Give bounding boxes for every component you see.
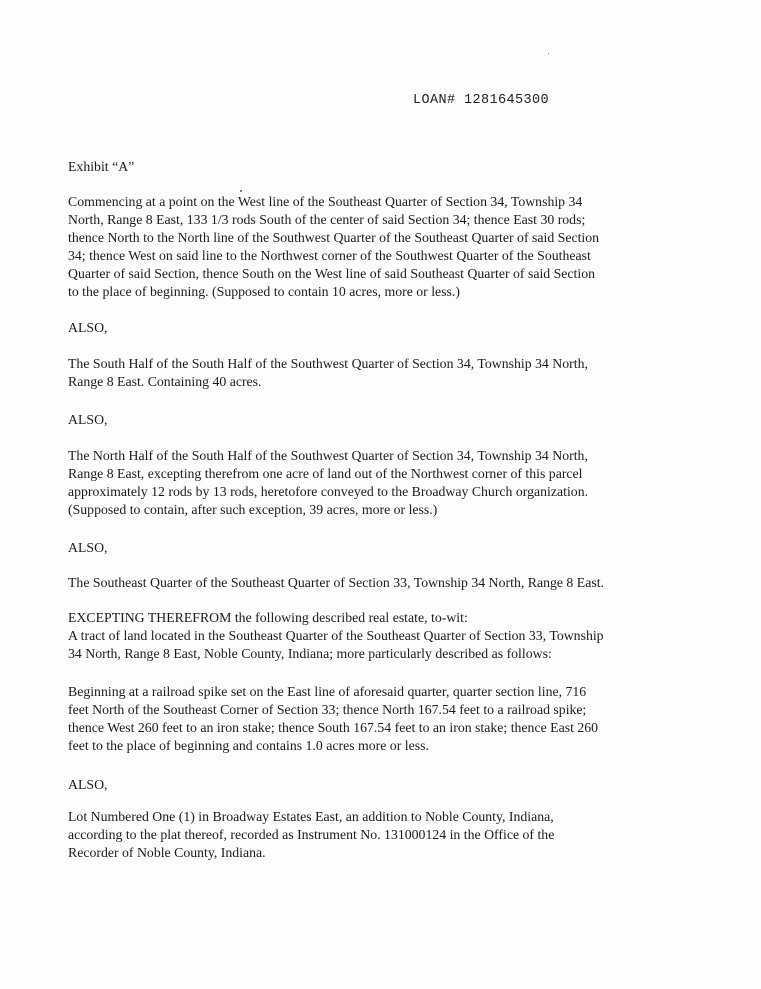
text-line: according to the plat thereof, recorded as Instrument No. 131000124 in the Office of the [68,827,555,842]
text-line: feet North of the Southeast Corner of Section 33; thence North 167.54 feet to a railroad spike; [68,702,587,717]
text-line: thence North to the North line of the Southwest Quarter of the Southeast Quarter of said Section [68,230,600,245]
paragraph-lot-numbered [68,808,708,862]
also-heading: ALSO, [68,412,108,427]
text-line: (Supposed to contain, after such exception, 39 acres, more or less.) [68,502,438,517]
text-line: Quarter of said Section, thence South on the West line of said Southeast Quarter of said Section [68,266,596,281]
text-line: approximately 12 rods by 13 rods, heretofore conveyed to the Broadway Church organization. [68,484,589,499]
paragraph-south-half [68,355,708,391]
paragraph-beginning [68,683,708,755]
paragraph-commencing [68,193,708,301]
text-line: Range 8 East. Containing 40 acres. [68,374,262,389]
text-line: North, Range 8 East, 133 1/3 rods South of the center of said Section 34; thence East 30 rods; [68,212,586,227]
text-line: The South Half of the South Half of the Southwest Quarter of Section 34, Township 34 North, [68,356,588,371]
also-heading: ALSO, [68,777,108,792]
text-line: thence West 260 feet to an iron stake; thence South 167.54 feet to an iron stake; thence East 260 [68,720,599,735]
text-line: Beginning at a railroad spike set on the East line of aforesaid quarter, quarter section line, 716 [68,684,587,699]
text-line: feet to the place of beginning and contains 1.0 acres more or less. [68,738,429,753]
text-line: EXCEPTING THEREFROM the following described real estate, to-wit: [68,610,468,625]
exhibit-title: Exhibit “A” [68,159,135,174]
text-line: 34 North, Range 8 East, Noble County, Indiana; more particularly described as follows: [68,646,552,661]
text-line: Recorder of Noble County, Indiana. [68,845,266,860]
also-heading: ALSO, [68,320,108,335]
text-line: Commencing at a point on the West line of the Southeast Quarter of Section 34, Township 34 [68,194,583,209]
scan-speck [240,190,242,192]
also-heading: ALSO, [68,540,108,555]
paragraph-excepting [68,609,708,663]
text-line: Range 8 East, excepting therefrom one acre of land out of the Northwest corner of this parcel [68,466,583,481]
text-line: 34; thence West on said line to the Northwest corner of the Southwest Quarter of the Southeast [68,248,591,263]
loan-number: LOAN# 1281645300 [413,93,550,108]
paragraph-north-half [68,447,708,519]
scan-speck [548,53,549,54]
paragraph-southeast-quarter [68,574,708,592]
text-line: Lot Numbered One (1) in Broadway Estates East, an addition to Noble County, Indiana, [68,809,554,824]
text-line: The Southeast Quarter of the Southeast Quarter of Section 33, Township 34 North, Range 8 East. [68,575,604,590]
text-line: to the place of beginning. (Supposed to contain 10 acres, more or less.) [68,284,460,299]
text-line: The North Half of the South Half of the Southwest Quarter of Section 34, Township 34 North, [68,448,588,463]
text-line: A tract of land located in the Southeast Quarter of the Southeast Quarter of Section 33, Township [68,628,604,643]
